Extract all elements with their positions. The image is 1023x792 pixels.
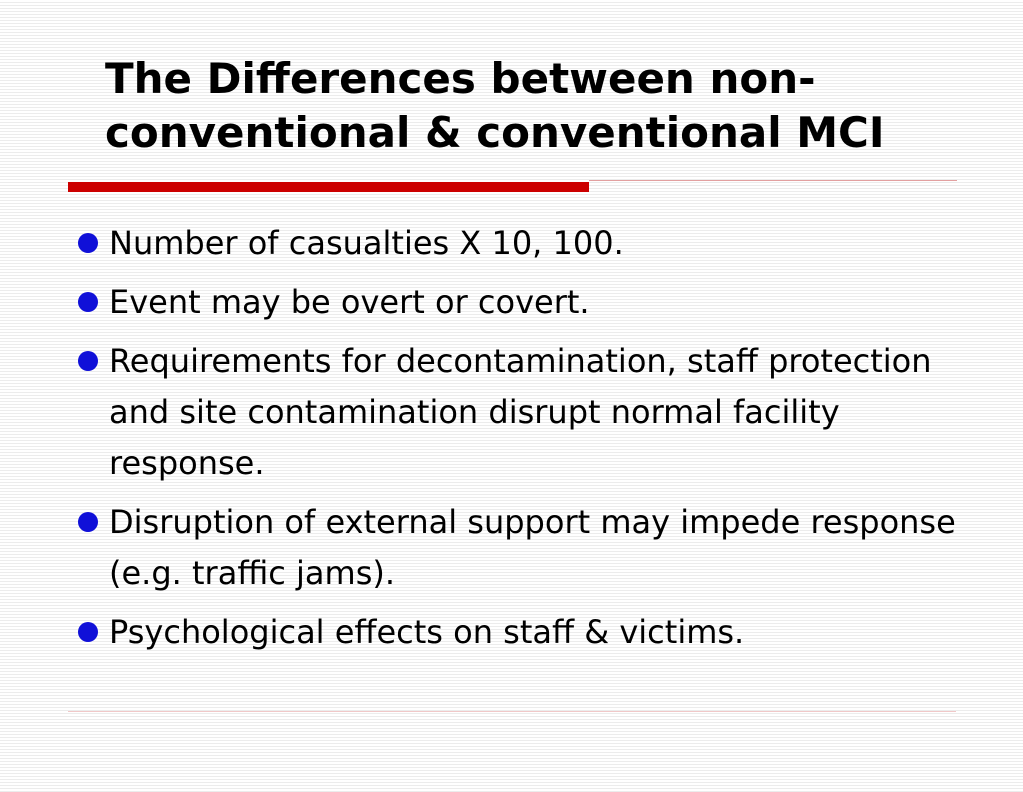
bullet-list: [76, 218, 956, 666]
bullet-dot-icon: [78, 512, 98, 532]
bullet-text: Event may be overt or covert.: [109, 283, 590, 321]
bullet-dot-icon: [78, 622, 98, 642]
bullet-text: Disruption of external support may impede response (e.g. traffic jams).: [109, 503, 956, 592]
title-accent-bar: [68, 182, 589, 192]
bullet-text: Number of casualties X 10, 100.: [109, 224, 624, 262]
bullet-item: [76, 218, 956, 269]
bullet-item: [76, 336, 956, 489]
bullet-item: [76, 607, 956, 658]
bullet-text: Psychological effects on staff & victims.: [109, 613, 745, 651]
slide-title: The Differences between non- conventional & conventional MCI: [105, 54, 885, 157]
title-divider-line: [589, 180, 957, 181]
bullet-item: [76, 277, 956, 328]
footer-divider-line: [68, 711, 956, 712]
bullet-dot-icon: [78, 292, 98, 312]
bullet-dot-icon: [78, 233, 98, 253]
bullet-text: Requirements for decontamination, staff protection and site contamination disrupt normal facility response.: [109, 342, 932, 482]
bullet-item: [76, 497, 956, 599]
bullet-dot-icon: [78, 351, 98, 371]
